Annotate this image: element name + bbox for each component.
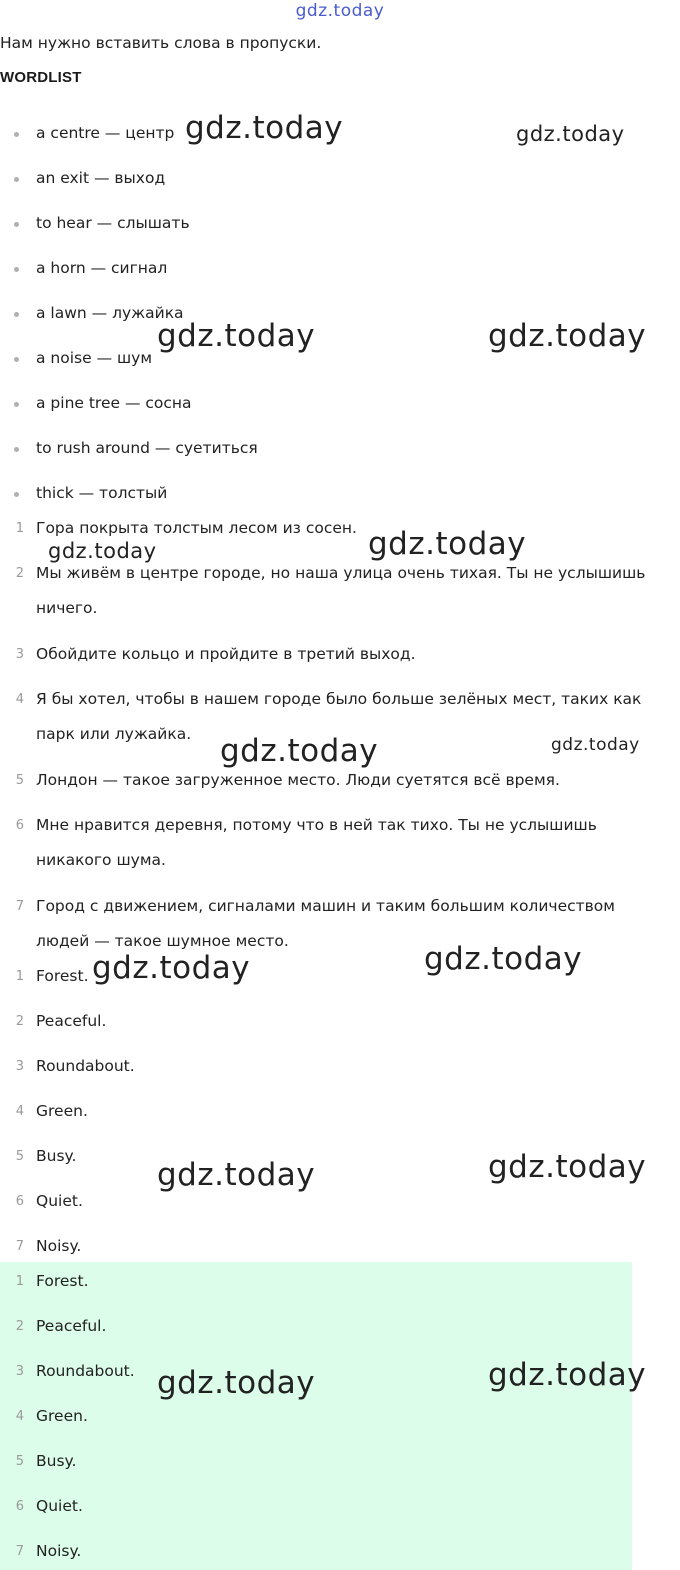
watermark: gdz.today bbox=[48, 539, 157, 563]
bullet-icon bbox=[14, 492, 19, 497]
watermark: gdz.today bbox=[157, 318, 316, 354]
watermark: gdz.today bbox=[92, 950, 251, 986]
watermark: gdz.today bbox=[488, 1357, 647, 1393]
watermark: gdz.today bbox=[220, 733, 379, 769]
bullet-icon bbox=[14, 267, 19, 272]
watermark: gdz.today bbox=[516, 122, 625, 146]
watermark: gdz.today bbox=[157, 1157, 316, 1193]
bullet-icon bbox=[14, 132, 19, 137]
bullet-icon bbox=[14, 312, 19, 317]
bullet-icon bbox=[14, 357, 19, 362]
bullet-icon bbox=[14, 447, 19, 452]
header-watermark: gdz.today bbox=[295, 1, 385, 21]
watermark: gdz.today bbox=[157, 1365, 316, 1401]
wordlist-title: WORDLIST bbox=[0, 69, 82, 86]
watermark: gdz.today bbox=[551, 735, 640, 755]
bullet-icon bbox=[14, 177, 19, 182]
watermark: gdz.today bbox=[488, 318, 647, 354]
watermark: gdz.today bbox=[488, 1149, 647, 1185]
watermark: gdz.today bbox=[185, 110, 344, 146]
intro-text: Нам нужно вставить слова в пропуски. bbox=[0, 34, 322, 52]
watermark: gdz.today bbox=[368, 526, 527, 562]
watermark: gdz.today bbox=[424, 941, 583, 977]
bullet-icon bbox=[14, 402, 19, 407]
bullet-icon bbox=[14, 222, 19, 227]
